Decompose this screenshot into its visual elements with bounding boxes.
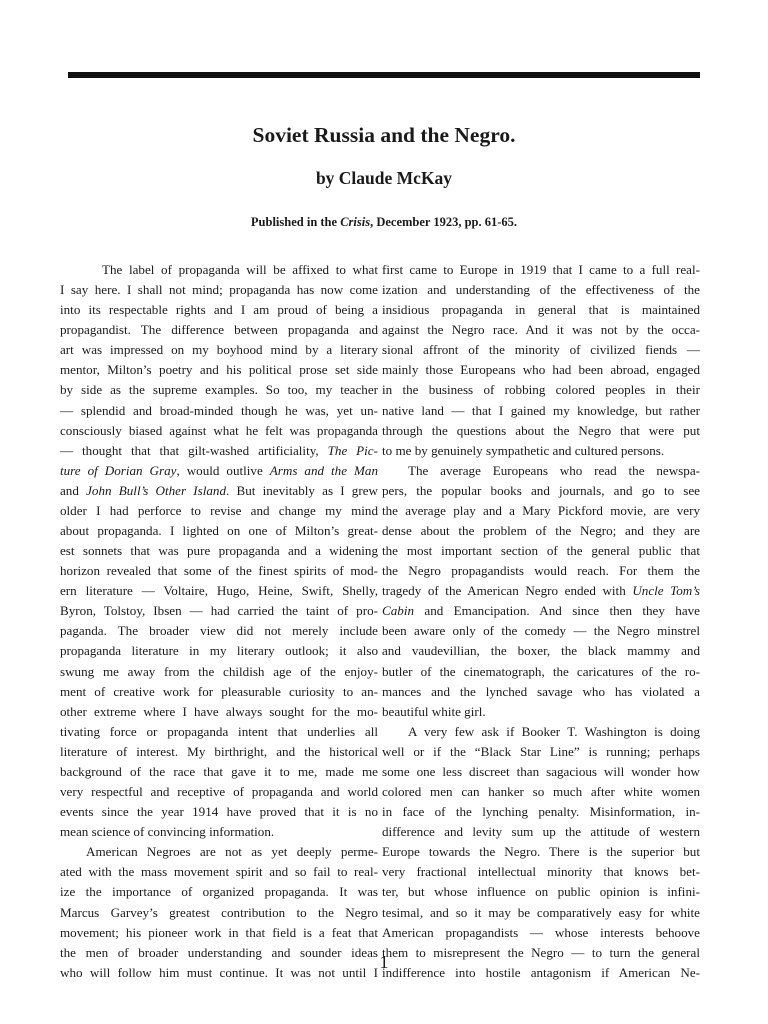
text-line: [382, 340, 700, 360]
text-run: pers, the popular books and journals, and go to see: [382, 482, 700, 498]
text-run: older I had perforce to revise and change my mind: [60, 502, 378, 518]
text-run: who will follow him must continue. It was not until I: [60, 964, 378, 980]
text-run: and Emancipation. And since then they have: [414, 603, 700, 619]
page-number: 1: [379, 952, 389, 972]
text-run: dense about the problem of the Negro; and they are: [382, 523, 700, 539]
text-run: indifference into hostile antagonism if American Ne-: [382, 964, 700, 980]
text-run: in face of the lynching penalty. Misinformation, in-: [382, 804, 700, 820]
text-run: through the questions about the Negro that were put: [382, 422, 700, 438]
text-line: [60, 501, 378, 521]
text-run: about propaganda. I lighted on one of Milton’s great-: [60, 523, 378, 539]
text-line: [60, 722, 378, 742]
text-line: [382, 762, 700, 782]
text-run: swung me away from the childish age of the enjoy-: [60, 663, 378, 679]
text-line: [60, 320, 378, 340]
journal-name: Crisis: [340, 215, 371, 229]
text-line: [382, 601, 700, 621]
text-run: I say here. I shall not mind; propaganda has now come: [60, 282, 378, 298]
text-line: [382, 280, 700, 300]
left-text-column: [60, 260, 378, 983]
text-line: [60, 641, 378, 661]
publication-suffix: , December 1923, pp. 61-65.: [370, 215, 518, 229]
text-run: in the business of robbing colored peoples in their: [382, 382, 700, 398]
text-line: [382, 742, 700, 762]
text-line: [382, 782, 700, 802]
text-line: [382, 621, 700, 641]
text-line: [60, 441, 378, 461]
text-line: [382, 682, 700, 702]
text-line: [60, 601, 378, 621]
text-line: [382, 461, 700, 481]
author-byline: by Claude McKay: [315, 168, 453, 188]
text-line: [60, 380, 378, 400]
text-run: American Negroes are not as yet deeply perme-: [86, 844, 378, 860]
text-run: ern literature — Voltaire, Hugo, Heine, Swift, Shelly,: [60, 583, 378, 599]
text-run: ment of creative work for pleasurable curiosity to an-: [60, 683, 378, 699]
text-run: ated with the mass movement spirit and so fail to real-: [60, 864, 378, 880]
text-run: — thought that that gilt-washed artificiality,: [60, 442, 328, 458]
text-run: very fractional intellectual minority that knows bet-: [382, 864, 700, 880]
text-run: sional affront of the minority of civilized fiends —: [382, 342, 700, 358]
text-run: insidious propaganda in general that is maintained: [382, 302, 700, 318]
right-text-column: [382, 260, 700, 983]
article-title: Soviet Russia and the Negro.: [252, 123, 516, 147]
text-run: very respectful and receptive of propaganda and world: [60, 784, 378, 800]
text-line: [382, 260, 700, 280]
text-run: tesimal, and so it may be comparatively easy for white: [382, 904, 700, 920]
text-run: Marcus Garvey’s greatest contribution to the Negro: [60, 904, 378, 920]
text-line: [60, 621, 378, 641]
text-line: [60, 822, 378, 842]
text-line: [382, 561, 700, 581]
text-line: [60, 300, 378, 320]
top-rule: [68, 72, 700, 78]
text-run: by side as the supreme examples. So too, my teacher: [60, 382, 378, 398]
publication-info: [0, 215, 768, 230]
text-line: [382, 481, 700, 501]
text-line: [60, 561, 378, 581]
text-line: [60, 521, 378, 541]
text-line: [382, 380, 700, 400]
text-run: propaganda literature in my literary outlook; it also: [60, 643, 378, 659]
text-line: [60, 461, 378, 481]
text-line: [382, 300, 700, 320]
text-line: [60, 762, 378, 782]
text-run: against the Negro race. And it was not by the occa-: [382, 322, 700, 338]
text-run: ter, but whose influence on public opinion is infini-: [382, 884, 700, 900]
text-run: background of the race that gave it to me, made me: [60, 763, 378, 779]
text-line: [60, 401, 378, 421]
text-run: art was impressed on my boyhood mind by a literary: [60, 342, 378, 358]
text-line: [60, 782, 378, 802]
text-run: native land — that I gained my knowledge, but rather: [382, 402, 700, 418]
text-run: consciously biased against what he felt was propaganda: [60, 422, 378, 438]
text-line: [382, 802, 700, 822]
text-run: Byron, Tolstoy, Ibsen — had carried the taint of pro-: [60, 603, 378, 619]
text-line: [60, 280, 378, 300]
text-run: horizon revealed that some of the finest spirits of mod-: [60, 563, 378, 579]
text-line: [60, 923, 378, 943]
text-line: [60, 903, 378, 923]
text-line: [60, 742, 378, 762]
text-run: est sonnets that was pure propaganda and a widening: [60, 543, 378, 559]
text-run: and: [60, 482, 87, 498]
text-run: the most important section of the general public that: [382, 543, 700, 559]
text-line: [382, 541, 700, 561]
text-run: mentor, Milton’s poetry and his political prose set side: [60, 362, 378, 378]
text-line: [382, 662, 700, 682]
text-run: the average play and a Mary Pickford movie, are very: [382, 502, 700, 518]
text-line: [382, 581, 700, 601]
text-run: butler of the cinematograph, the caricatures of the ro-: [382, 663, 700, 679]
text-line: [382, 702, 700, 722]
text-run: some one less discreet than sagacious will wonder how: [382, 763, 700, 779]
text-run: first came to Europe in 1919 that I came to a full real-: [382, 262, 700, 277]
text-run: literature of interest. My birthright, and the historical: [60, 743, 378, 759]
italic-text: John Bull’s Other Island: [86, 482, 227, 498]
text-line: [382, 822, 700, 842]
text-line: [382, 882, 700, 902]
text-line: [382, 722, 700, 742]
text-run: — splendid and broad-minded though he was, yet un-: [60, 402, 378, 418]
text-line: [60, 260, 378, 280]
text-line: [382, 842, 700, 862]
text-run: the Negro propagandists would reach. For them the: [382, 563, 700, 579]
text-run: The average Europeans who read the newspa-: [408, 462, 700, 478]
text-run: difference and levity sum up the attitude of western: [382, 824, 700, 840]
text-line: [60, 360, 378, 380]
text-run: propagandist. The difference between propaganda and: [60, 322, 378, 338]
text-line: [382, 401, 700, 421]
italic-text: Uncle Tom’s: [632, 583, 700, 599]
text-line: [60, 702, 378, 722]
text-run: mances and the lynched savage who has violated a: [382, 683, 700, 699]
text-line: [60, 340, 378, 360]
text-line: [382, 360, 700, 380]
text-line: [382, 641, 700, 661]
text-run: paganda. The broader view did not merely include: [60, 623, 378, 639]
text-line: [382, 923, 700, 943]
text-run: , would outlive: [176, 462, 270, 478]
text-run: tragedy of the American Negro ended with: [382, 583, 633, 599]
text-run: them to misrepresent the Negro — to turn the general: [382, 944, 700, 960]
text-line: [382, 441, 700, 461]
text-run: well or if the “Black Star Line” is running; perhaps: [382, 743, 700, 759]
text-run: ization and understanding of the effectiveness of the: [382, 282, 700, 298]
italic-text: Cabin: [382, 603, 415, 619]
text-run: mean science of convincing information.: [60, 824, 275, 840]
text-line: [60, 662, 378, 682]
text-line: [60, 682, 378, 702]
text-line: [60, 541, 378, 561]
text-run: other extreme where I have always sought for the mo-: [60, 703, 378, 719]
text-line: [60, 481, 378, 501]
text-line: [60, 882, 378, 902]
italic-text: Arms and the Man: [269, 462, 378, 478]
text-line: [60, 862, 378, 882]
text-run: . But inevitably as I grew: [226, 482, 378, 498]
text-run: and vaudevillian, the boxer, the black mammy and: [382, 643, 700, 659]
text-run: colored men can hanker so much after white women: [382, 784, 700, 800]
text-run: the men of broader understanding and sounder ideas: [60, 944, 378, 960]
text-run: tivating force or propaganda intent that underlies all: [60, 723, 378, 739]
text-run: ize the importance of organized propaganda. It was: [60, 884, 378, 900]
text-line: [60, 802, 378, 822]
text-run: to me by genuinely sympathetic and cultured persons.: [382, 442, 665, 458]
text-run: events since the year 1914 have proved that it is no: [60, 804, 378, 820]
text-line: [60, 421, 378, 441]
text-run: movement; his pioneer work in that field is a feat that: [60, 924, 378, 940]
text-run: beautiful white girl.: [382, 703, 486, 719]
text-run: American propagandists — whose interests behoove: [382, 924, 700, 940]
publication-prefix: Published in the: [250, 215, 341, 229]
italic-text: ture of Dorian Gray: [60, 462, 177, 478]
text-run: A very few ask if Booker T. Washington is doing: [408, 723, 700, 739]
text-run: been aware only of the comedy — the Negro minstrel: [382, 623, 700, 639]
text-line: [60, 842, 378, 862]
text-line: [382, 320, 700, 340]
text-line: [382, 862, 700, 882]
text-run: Europe towards the Negro. There is the superior but: [382, 844, 700, 860]
text-line: [382, 903, 700, 923]
text-line: [60, 581, 378, 601]
text-line: [382, 501, 700, 521]
text-run: mainly those Europeans who had been abroad, engaged: [382, 362, 700, 378]
text-line: [382, 521, 700, 541]
italic-text: The Pic-: [327, 442, 378, 458]
text-run: into its respectable rights and I am proud of being a: [60, 302, 378, 318]
text-run: The label of propaganda will be affixed to what: [102, 262, 378, 277]
text-line: [382, 421, 700, 441]
